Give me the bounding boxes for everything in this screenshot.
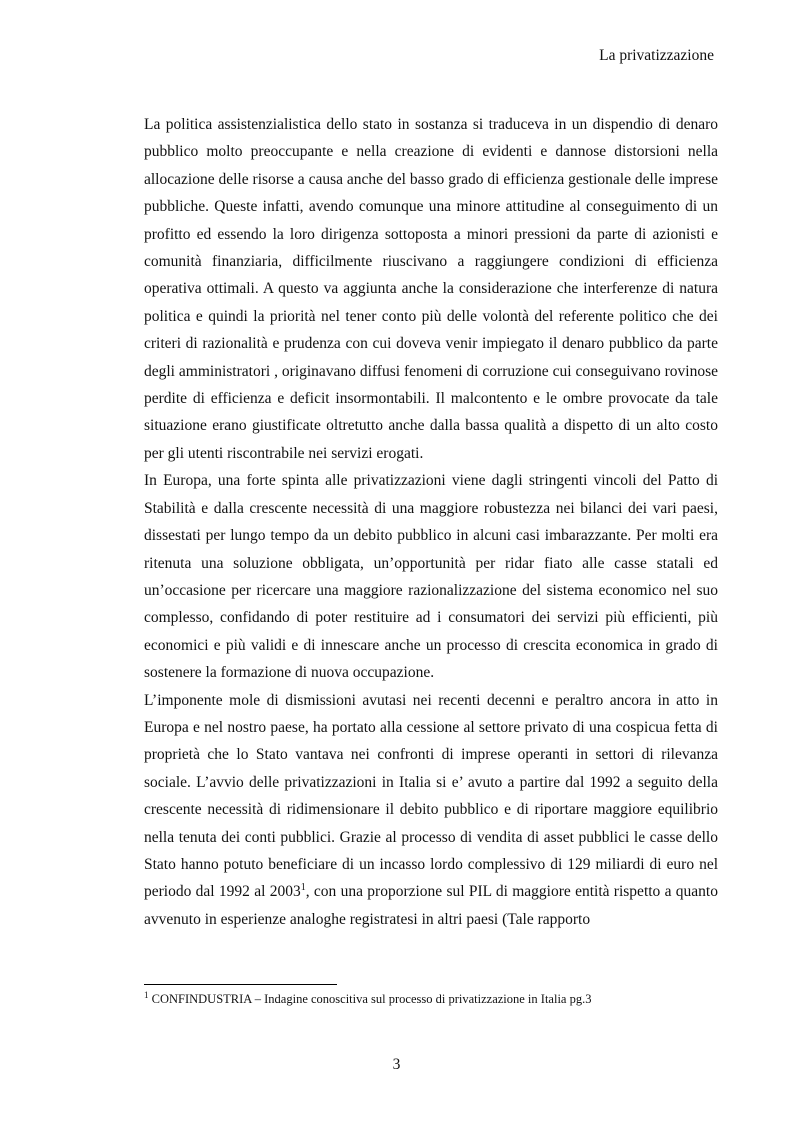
paragraph-3-text-end: , con una proporzione sul PIL di maggiore entità rispetto a quanto avvenuto in esperienze analoghe registratesi in altri paesi (Tale rapporto: [144, 883, 718, 928]
paragraph-3: [144, 687, 718, 934]
paragraph-1: La politica assistenzialistica dello stato in sostanza si traduceva in un dispendio di denaro pubblico molto preoccupante e nella creazione di evidenti e dannose distorsioni nella allocazione delle risorse a causa anche del basso grado di efficienza gestionale delle imprese pubbliche. Queste infatti, avendo comunque una minore attitudine al conseguimento di un profitto ed essendo la loro dirigenza sottoposta a minori pressioni da parte di azionisti e comunità finanziaria, difficilmente riuscivano a raggiungere condizioni di efficienza operativa ottimali. A questo va aggiunta anche la considerazione che interferenze di natura politica e quindi la priorità nel tener conto più delle volontà del referente politico che dei criteri di razionalità e prudenza con cui doveva venir impiegato il denaro pubblico da parte degli amministratori , originavano diffusi fenomeni di corruzione cui conseguivano rovinose perdite di efficienza e deficit insormontabili. Il malcontento e le ombre provocate da tale situazione erano giustificate oltretutto anche dalla bassa qualità a dispetto di un alto costo per gli utenti riscontrabile nei servizi erogati.: [144, 116, 718, 462]
running-header: La privatizzazione: [599, 47, 714, 64]
footnote-number: 1: [144, 989, 149, 1000]
body-text: [144, 111, 718, 933]
page-number: 3: [392, 1056, 401, 1073]
footnote-reference: 1: [300, 882, 306, 894]
paragraph-2: In Europa, una forte spinta alle privatizzazioni viene dagli stringenti vincoli del Patto di Stabilità e dalla crescente necessità di una maggiore robustezza nei bilanci dei vari paesi, dissestati per lungo tempo da un debito pubblico in alcuni casi imbarazzante. Per molti era ritenuta una soluzione obbligata, un’opportunità per ridar fiato alle casse statali ed un’occasione per ricercare una maggiore razionalizzazione del sistema economico nel suo complesso, confidando di poter restituire ad i consumatori dei servizi più efficienti, più economici e più validi e di innescare anche un processo di crescita economica in grado di sostenere la formazione di nuova occupazione.: [144, 472, 718, 682]
footnote-text: CONFINDUSTRIA – Indagine conoscitiva sul processo di privatizzazione in Italia pg.3: [148, 992, 592, 1006]
footnote-divider: [144, 984, 337, 985]
paragraph-3-text-start: L’imponente mole di dismissioni avutasi nei recenti decenni e peraltro ancora in atto in Europa e nel nostro paese, ha portato alla cessione al settore privato di una cospicua fetta di proprietà che lo Stato vantava nei confronti di imprese operanti in settori di rilevanza sociale. L’avvio delle privatizzazioni in Italia si e’ avuto a partire dal 1992 a seguito della crescente necessità di ridimensionare il debito pubblico e di riportare maggiore equilibrio nella tenuta dei conti pubblici. Grazie al processo di vendita di asset pubblici le casse dello Stato hanno potuto beneficiare di un incasso lordo complessivo di 129 miliardi di euro nel periodo dal 1992 al 2003: [144, 691, 718, 901]
footnote: [144, 991, 718, 1008]
